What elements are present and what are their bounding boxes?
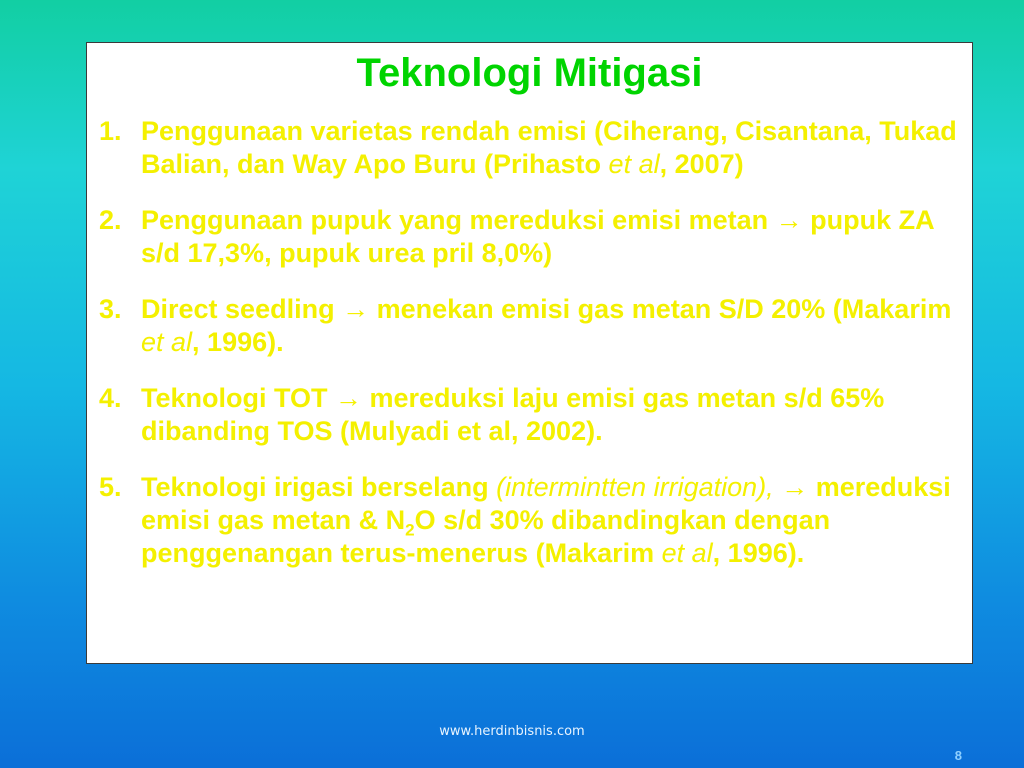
item-number: 2. [99,205,122,235]
subscript: 2 [405,520,415,540]
list-item [99,382,961,448]
page-number: 8 [954,748,962,763]
item-text: Penggunaan varietas rendah emisi (Ciherang, Cisantana, Tukad Balian, dan Way Apo Buru (Prihasto et al, 2007) [141,116,957,179]
item-text: Penggunaan pupuk yang mereduksi emisi metan → pupuk ZA s/d 17,3%, pupuk urea pril 8,0%) [141,205,934,268]
italic-citation: et al [141,327,193,357]
item-number: 4. [99,383,122,413]
item-text: Direct seedling → menekan emisi gas metan S/D 20% (Makarim et al, 1996). [141,294,952,357]
item-number: 1. [99,116,122,146]
arrow-right-icon: → [781,472,809,502]
mitigation-list [99,115,961,593]
list-item [99,204,961,270]
italic-citation: et al [608,149,660,179]
item-text: Teknologi TOT → mereduksi laju emisi gas metan s/d 65% dibanding TOS (Mulyadi et al, 2002). [141,383,885,446]
list-item [99,471,961,570]
italic-citation: et al [661,538,713,568]
slide-title: Teknologi Mitigasi [356,51,703,95]
list-item [99,115,961,181]
arrow-right-icon: → [775,205,803,235]
item-number: 3. [99,294,122,324]
content-box [86,42,973,664]
item-text: Teknologi irigasi berselang (intermintten irrigation), → mereduksi emisi gas metan & $N_2O$ s/d 30% dibandingkan dengan penggenangan terus-menerus (Makarim et al, 1996). [141,472,951,568]
arrow-right-icon: → [335,383,362,413]
footer-url: www.herdinbisnis.com [439,724,585,739]
item-number: 5. [99,472,122,502]
italic-term: (intermintten irrigation), [496,472,774,502]
arrow-right-icon: → [342,294,370,324]
list-item [99,293,961,359]
